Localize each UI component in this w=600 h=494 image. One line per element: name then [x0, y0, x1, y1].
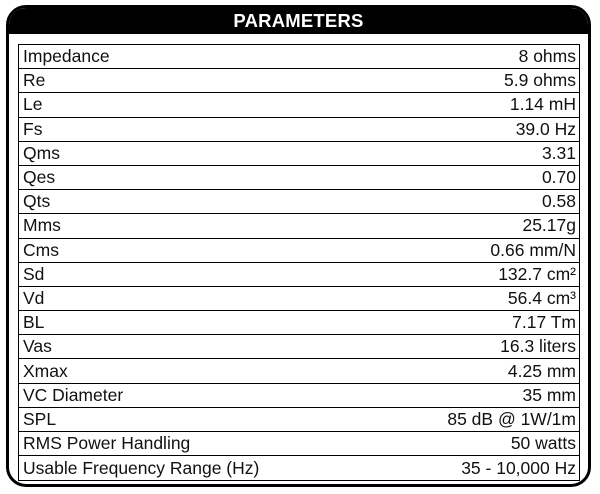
row-label: RMS Power Handling [23, 433, 191, 454]
row-label: VC Diameter [23, 384, 124, 405]
row-label: Usable Frequency Range (Hz) [23, 457, 260, 478]
row-label: Xmax [23, 360, 68, 381]
table-row [19, 190, 579, 214]
row-label: Cms [23, 239, 59, 260]
row-value: 132.7 cm² [498, 263, 576, 284]
row-value: 5.9 ohms [504, 70, 576, 91]
table-row [19, 408, 579, 432]
table-row [19, 45, 579, 69]
row-label: Vas [23, 336, 52, 357]
row-value: 0.66 mm/N [490, 239, 576, 260]
row-value: 39.0 Hz [515, 118, 576, 139]
row-value: 50 watts [510, 433, 576, 454]
row-label: SPL [23, 408, 57, 429]
table-row [19, 214, 579, 238]
table-row [19, 359, 579, 383]
row-value: 85 dB @ 1W/1m [447, 408, 576, 429]
row-label: Vd [23, 287, 45, 308]
row-value: 0.58 [541, 191, 576, 212]
row-value: 16.3 liters [500, 336, 576, 357]
row-value: 25.17g [522, 215, 576, 236]
panel-title: PARAMETERS [9, 8, 588, 34]
table-row [19, 166, 579, 190]
table-row [19, 432, 579, 456]
row-value: 35 - 10,000 Hz [461, 457, 576, 478]
row-label: Le [23, 94, 43, 115]
table-row [19, 311, 579, 335]
table-row [19, 287, 579, 311]
table-row [19, 239, 579, 263]
row-value: 35 mm [522, 384, 576, 405]
row-value: 4.25 mm [507, 360, 576, 381]
row-label: Sd [23, 263, 45, 284]
table-row [19, 69, 579, 93]
parameters-panel [6, 5, 591, 487]
table-row [19, 335, 579, 359]
row-label: Qes [23, 167, 56, 188]
row-value: 56.4 cm³ [507, 287, 576, 308]
row-value: 1.14 mH [509, 94, 576, 115]
row-label: Qms [23, 142, 60, 163]
table-row [19, 263, 579, 287]
row-value: 8 ohms [518, 46, 576, 67]
row-label: Mms [23, 215, 61, 236]
row-label: Fs [23, 118, 43, 139]
row-value: 3.31 [541, 142, 576, 163]
table-row [19, 384, 579, 408]
table-row [19, 93, 579, 117]
table-row [19, 456, 579, 480]
table-row [19, 118, 579, 142]
row-label: BL [23, 312, 45, 333]
table-row [19, 142, 579, 166]
parameters-table [18, 44, 580, 481]
row-label: Impedance [23, 46, 110, 67]
row-label: Qts [23, 191, 51, 212]
row-value: 0.70 [541, 167, 576, 188]
row-value: 7.17 Tm [512, 312, 576, 333]
row-label: Re [23, 70, 46, 91]
